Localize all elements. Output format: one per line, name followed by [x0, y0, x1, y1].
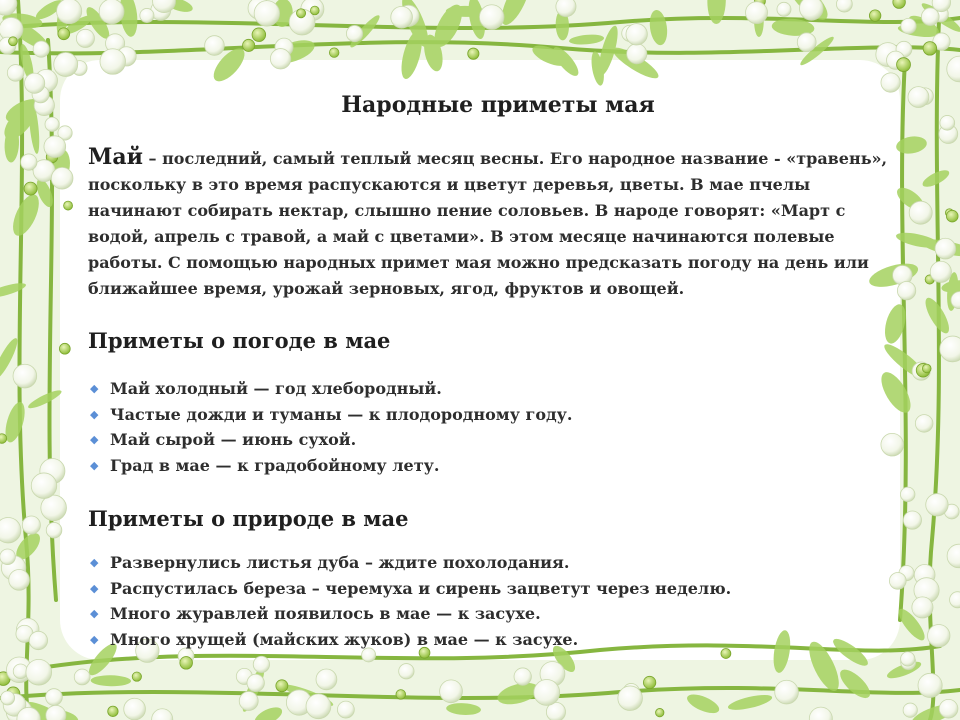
bullet-icon: ◆: [90, 581, 99, 595]
list-item: ◆ Май сырой — июнь сухой.: [90, 427, 572, 453]
nature-section-heading: Приметы о природе в мае: [88, 506, 409, 531]
list-item: ◆ Май холодный — год хлебородный.: [90, 376, 572, 402]
list-item: ◆ Распустилась береза – черемуха и сирень зацветут через неделю.: [90, 576, 731, 602]
list-item: ◆ Град в мае — к градобойному лету.: [90, 453, 572, 479]
list-item: ◆ Развернулись листья дуба – ждите похолодания.: [90, 550, 731, 576]
intro-lead-word: Май: [88, 144, 143, 170]
list-item: ◆ Частые дожди и туманы — к плодородному году.: [90, 402, 572, 428]
list-item: ◆ Много хрущей (майских жуков) в мае — к засухе.: [90, 627, 731, 653]
bullet-icon: ◆: [90, 382, 99, 395]
list-item: ◆ Много журавлей появилось в мае — к засухе.: [90, 601, 731, 627]
nature-signs-list: [90, 550, 731, 652]
weather-signs-list: [90, 376, 572, 478]
bullet-icon: ◆: [90, 407, 99, 421]
page-title: Народные приметы мая: [341, 92, 655, 118]
intro-paragraph: [88, 144, 906, 302]
bullet-icon: ◆: [90, 458, 99, 472]
bullet-icon: ◆: [90, 433, 99, 446]
bullet-icon: ◆: [90, 556, 99, 569]
weather-section-heading: Приметы о погоде в мае: [88, 328, 391, 353]
bullet-icon: ◆: [90, 632, 99, 646]
intro-text: – последний, самый теплый месяц весны. Его народное название - «травень», поскольку в это время распускаются и цветут деревья, цветы. В мае пчелы начинают собирать нектар, слышно пение соловьев. В народе говорят: «Март с водой, апрель с травой, а май с цветами». В этом месяце начинаются полевые работы. С помощью народных примет мая можно предсказать погоду на день или ближайшее время, урожай зерновых, ягод, фруктов и овощей.: [88, 149, 888, 298]
bullet-icon: ◆: [90, 607, 99, 620]
